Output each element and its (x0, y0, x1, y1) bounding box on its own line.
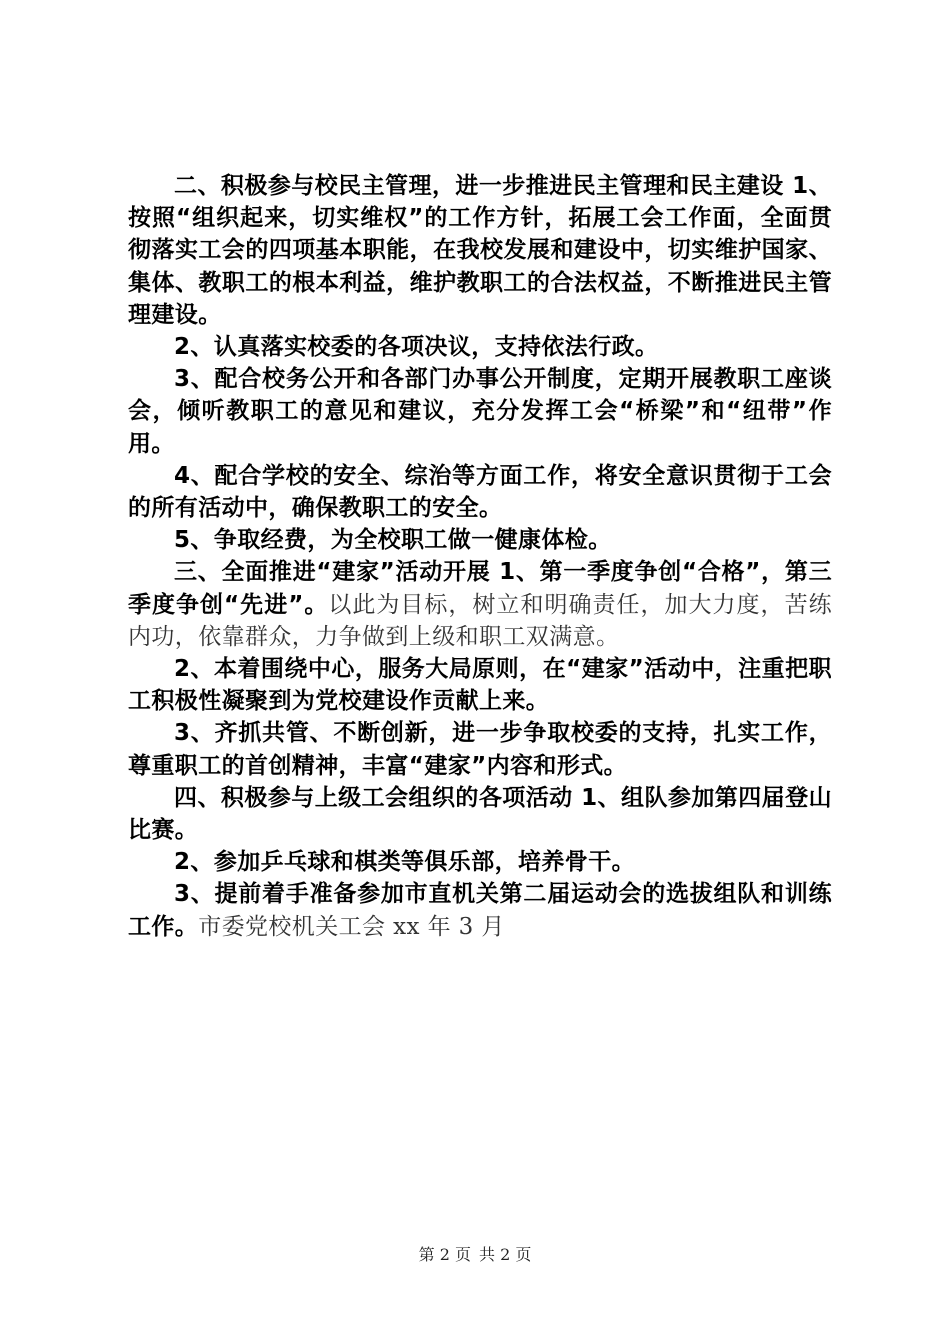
paragraph-text: 2、本着围绕中心，服务大局原则，在“建家”活动中，注重把职工积极性凝聚到为党校建设作贡献上来。 (128, 656, 832, 715)
paragraph-text: 5、争取经费，为全校职工做一健康体检。 (174, 527, 612, 554)
paragraph-text: 3、配合校务公开和各部门办事公开制度，定期开展教职工座谈会，倾听教职工的意见和建议，充分发挥工会“桥梁”和“纽带”作用。 (128, 366, 832, 457)
paragraph-text: 3、提前着手准备参加市直机关第二届运动会的选拔组队和训练工作。 (128, 881, 832, 940)
paragraph-text: 4、配合学校的安全、综治等方面工作，将安全意识贯彻于工会的所有活动中，确保教职工的安全。 (128, 462, 832, 522)
paragraph-text: 3、齐抓共管、不断创新，进一步争取校委的支持，扎实工作，尊重职工的首创精神，丰富“建家”内容和形式。 (128, 720, 832, 779)
page-number: 第 2 页 (418, 1245, 471, 1264)
paragraph-text: 2、参加乒乓球和棋类等俱乐部，培养骨干。 (174, 849, 636, 876)
paragraph-text: 四、积极参与上级工会组织的各项活动 1、组队参加第四届登山比赛。 (128, 784, 832, 844)
paragraph-3 (128, 363, 832, 460)
paragraph-9 (128, 782, 832, 846)
signature-line: 市委党校机关工会 xx 年 3 月 (198, 913, 505, 940)
paragraph-8 (128, 717, 832, 781)
paragraph-10 (128, 846, 832, 878)
paragraph-7 (128, 653, 832, 717)
paragraph-11 (128, 878, 832, 942)
page-total: 共 2 页 (479, 1245, 532, 1264)
paragraph-text: 二、积极参与校民主管理，进一步推进民主管理和民主建设 1、按照“组织起来，切实维权”的工作方针，拓展工会工作面，全面贯彻落实工会的四项基本职能，在我校发展和建设中，切实维护国家、集体、教职工的根本利益，维护教职工的合法权益，不断推进民主管理建设。 (128, 173, 832, 328)
paragraph-4 (128, 460, 832, 524)
page-footer (0, 1242, 950, 1265)
paragraph-5 (128, 524, 832, 556)
paragraph-2 (128, 331, 832, 363)
paragraph-tail-text: 以此为目标，树立和明确责任，加大力度，苦练内功，依靠群众，力争做到上级和职工双满意。 (128, 591, 832, 650)
document-body (128, 170, 832, 943)
paragraph-text: 2、认真落实校委的各项决议，支持依法行政。 (174, 334, 659, 361)
paragraph-1 (128, 170, 832, 331)
paragraph-6 (128, 556, 832, 653)
paragraph-text: 三、全面推进“建家”活动开展 1、第一季度争创“合格”，第三季度争创“先进”。 (128, 559, 832, 618)
